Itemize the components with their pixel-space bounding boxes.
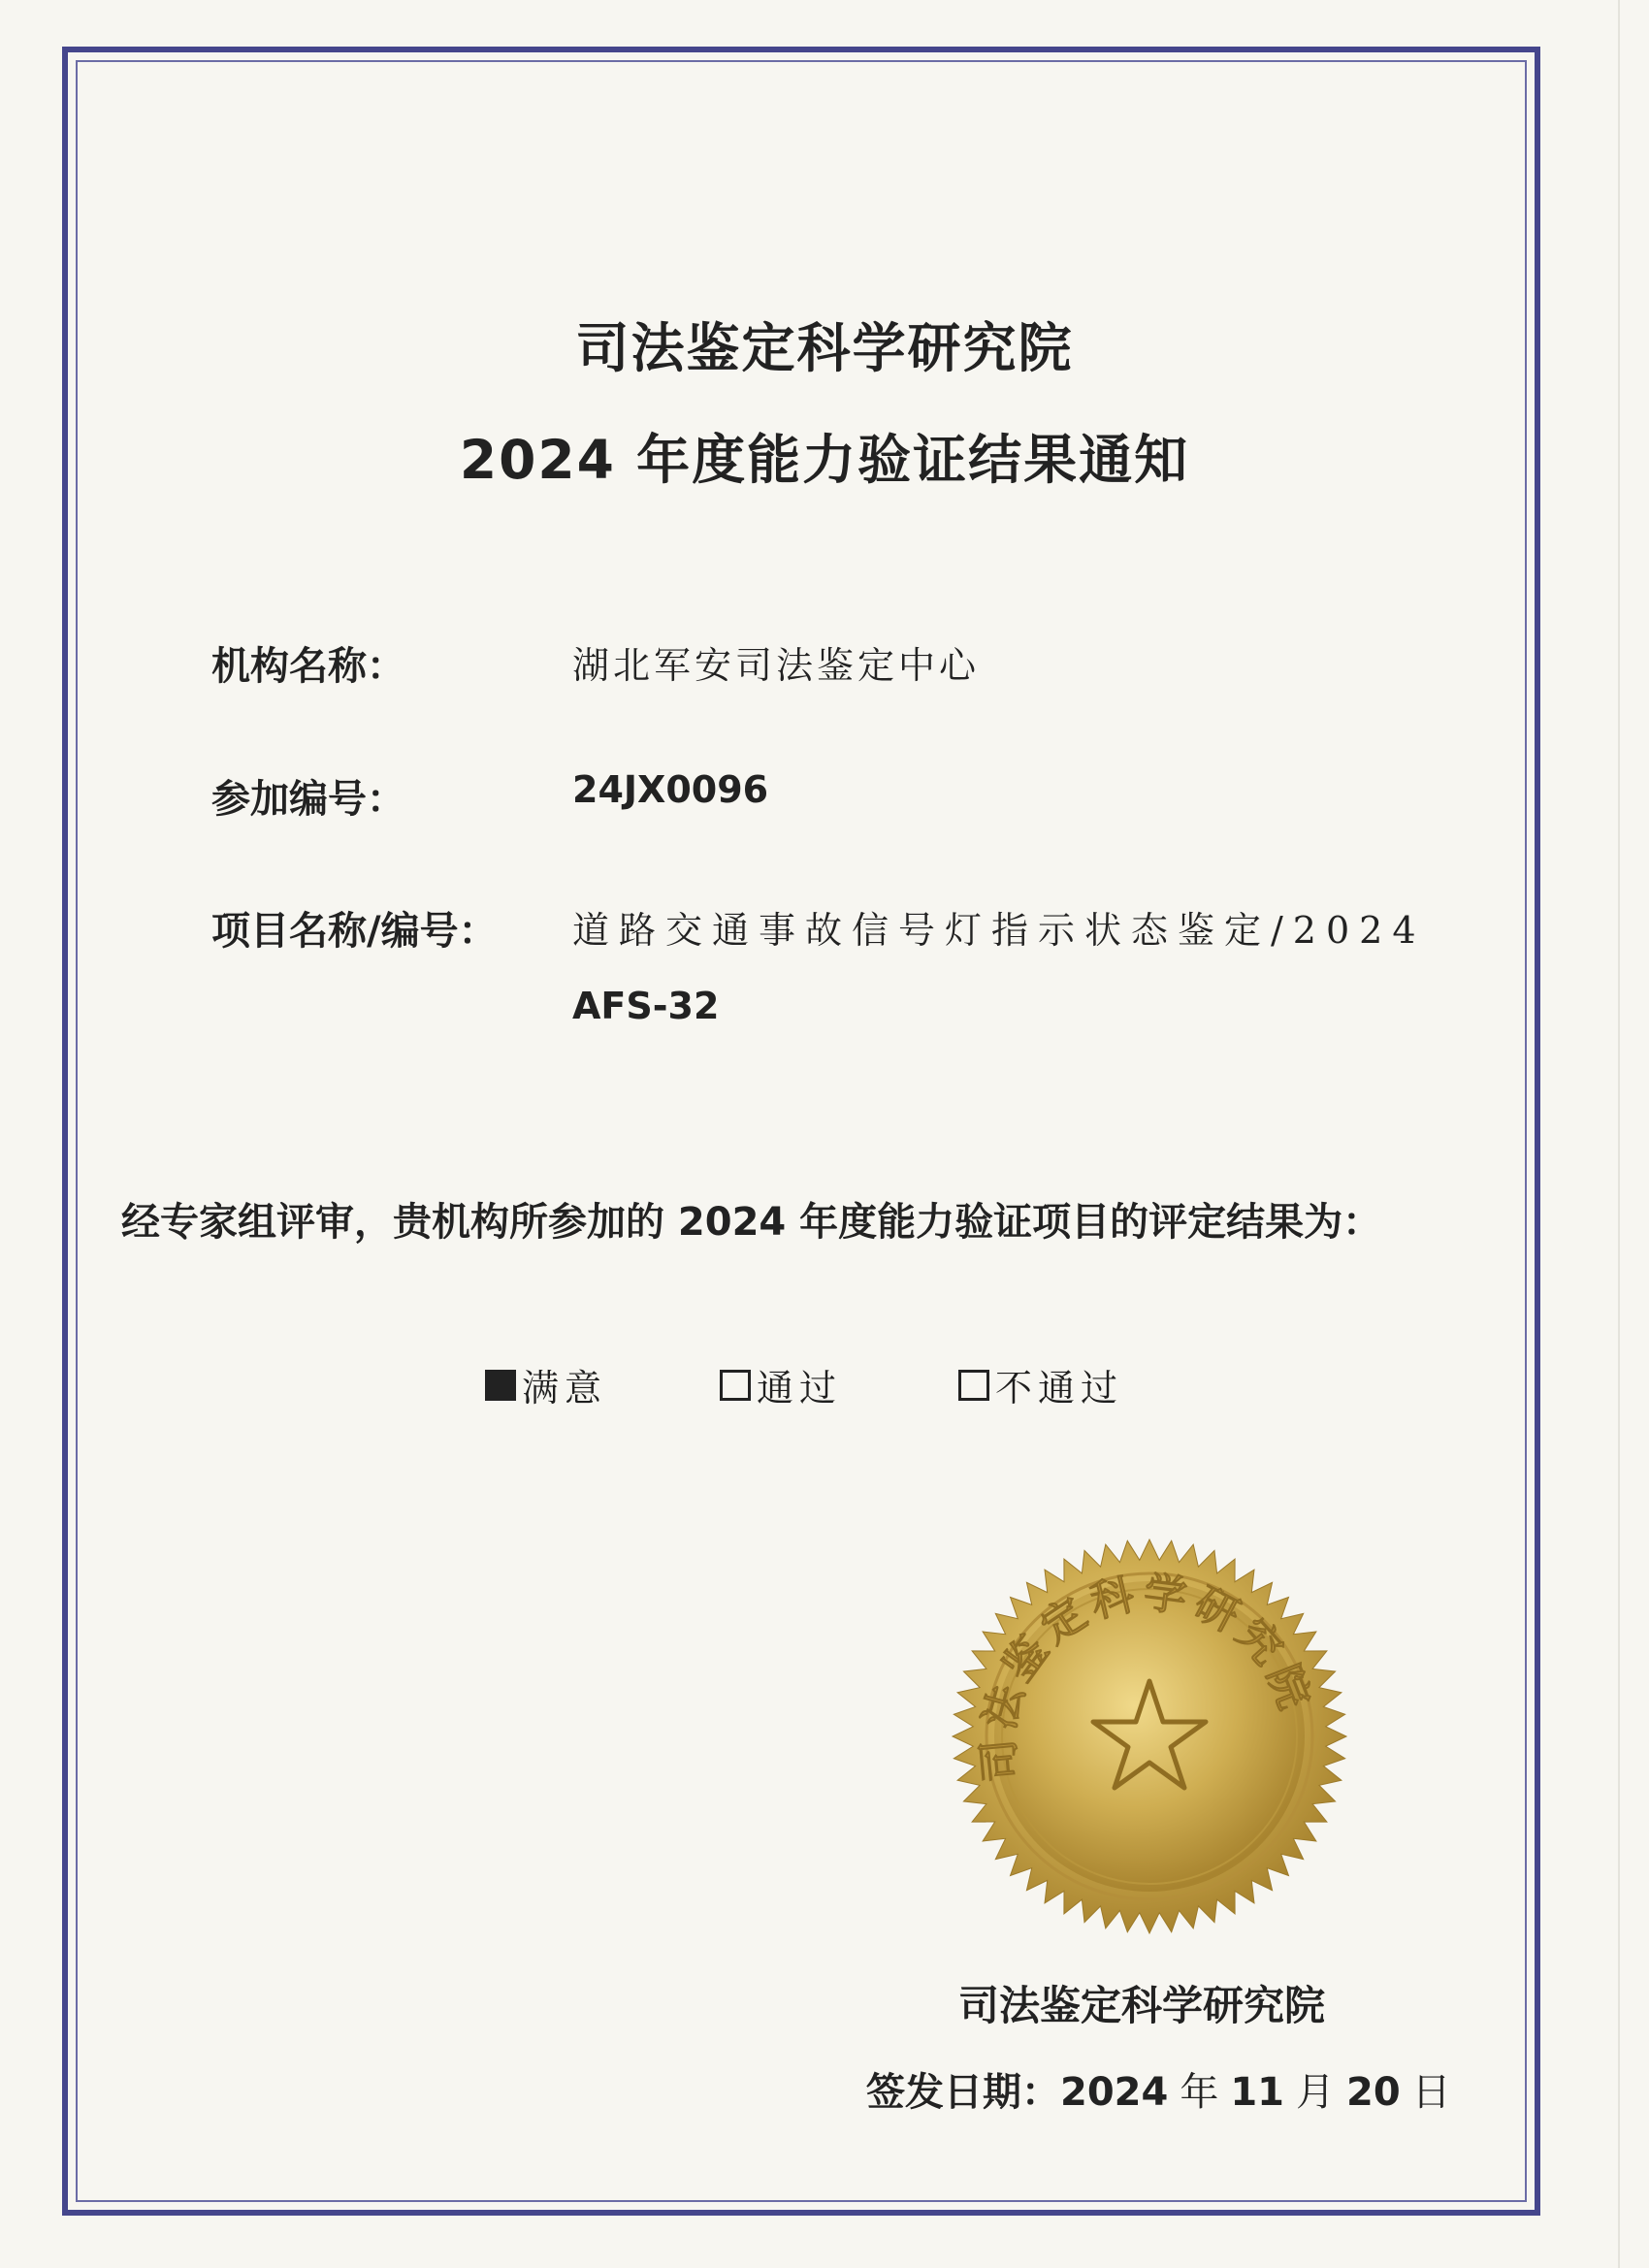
title-line-2: 2024 年度能力验证结果通知 (459, 429, 1190, 491)
option-fail-label: 不通过 (995, 1367, 1124, 1409)
institution-label: 机构名称： (211, 644, 405, 689)
participant-value: 24JX0096 (572, 768, 769, 811)
issuer-name: 司法鉴定科学研究院 (958, 1982, 1326, 2029)
evaluation-statement: 经专家组评审，贵机构所参加的 2024 年度能力验证项目的评定结果为： (121, 1200, 1382, 1245)
issue-date-label: 签发日期： (866, 2070, 1060, 2115)
option-pass-label: 通过 (757, 1367, 843, 1409)
day-char: 日 (1411, 2070, 1451, 2115)
option-satisfactory-label: 满意 (522, 1367, 608, 1409)
seal-text: 司法鉴定科学研究院 (973, 1568, 1321, 1784)
issue-date (866, 2061, 1463, 2117)
project-value-line-2: AFS-32 (572, 985, 720, 1027)
option-satisfactory (485, 1358, 607, 1411)
unchecked-box-icon (720, 1370, 751, 1401)
institution-value: 湖北军安司法鉴定中心 (572, 644, 981, 687)
participant-label: 参加编号： (211, 777, 405, 822)
issue-day: 20 (1346, 2070, 1401, 2115)
issue-year: 2024 (1060, 2070, 1169, 2115)
option-pass (720, 1358, 842, 1411)
title-line-1: 司法鉴定科学研究院 (575, 317, 1074, 379)
month-char: 月 (1296, 2070, 1335, 2115)
year-char: 年 (1180, 2070, 1219, 2115)
project-label: 项目名称/编号： (211, 909, 498, 954)
option-fail (958, 1358, 1123, 1411)
project-value-line-1: 道路交通事故信号灯指示状态鉴定/2024 (572, 909, 1426, 952)
unchecked-box-icon (958, 1370, 989, 1401)
gold-seal-icon (951, 1538, 1348, 1935)
issue-month: 11 (1230, 2070, 1284, 2115)
checked-box-icon (485, 1370, 516, 1401)
